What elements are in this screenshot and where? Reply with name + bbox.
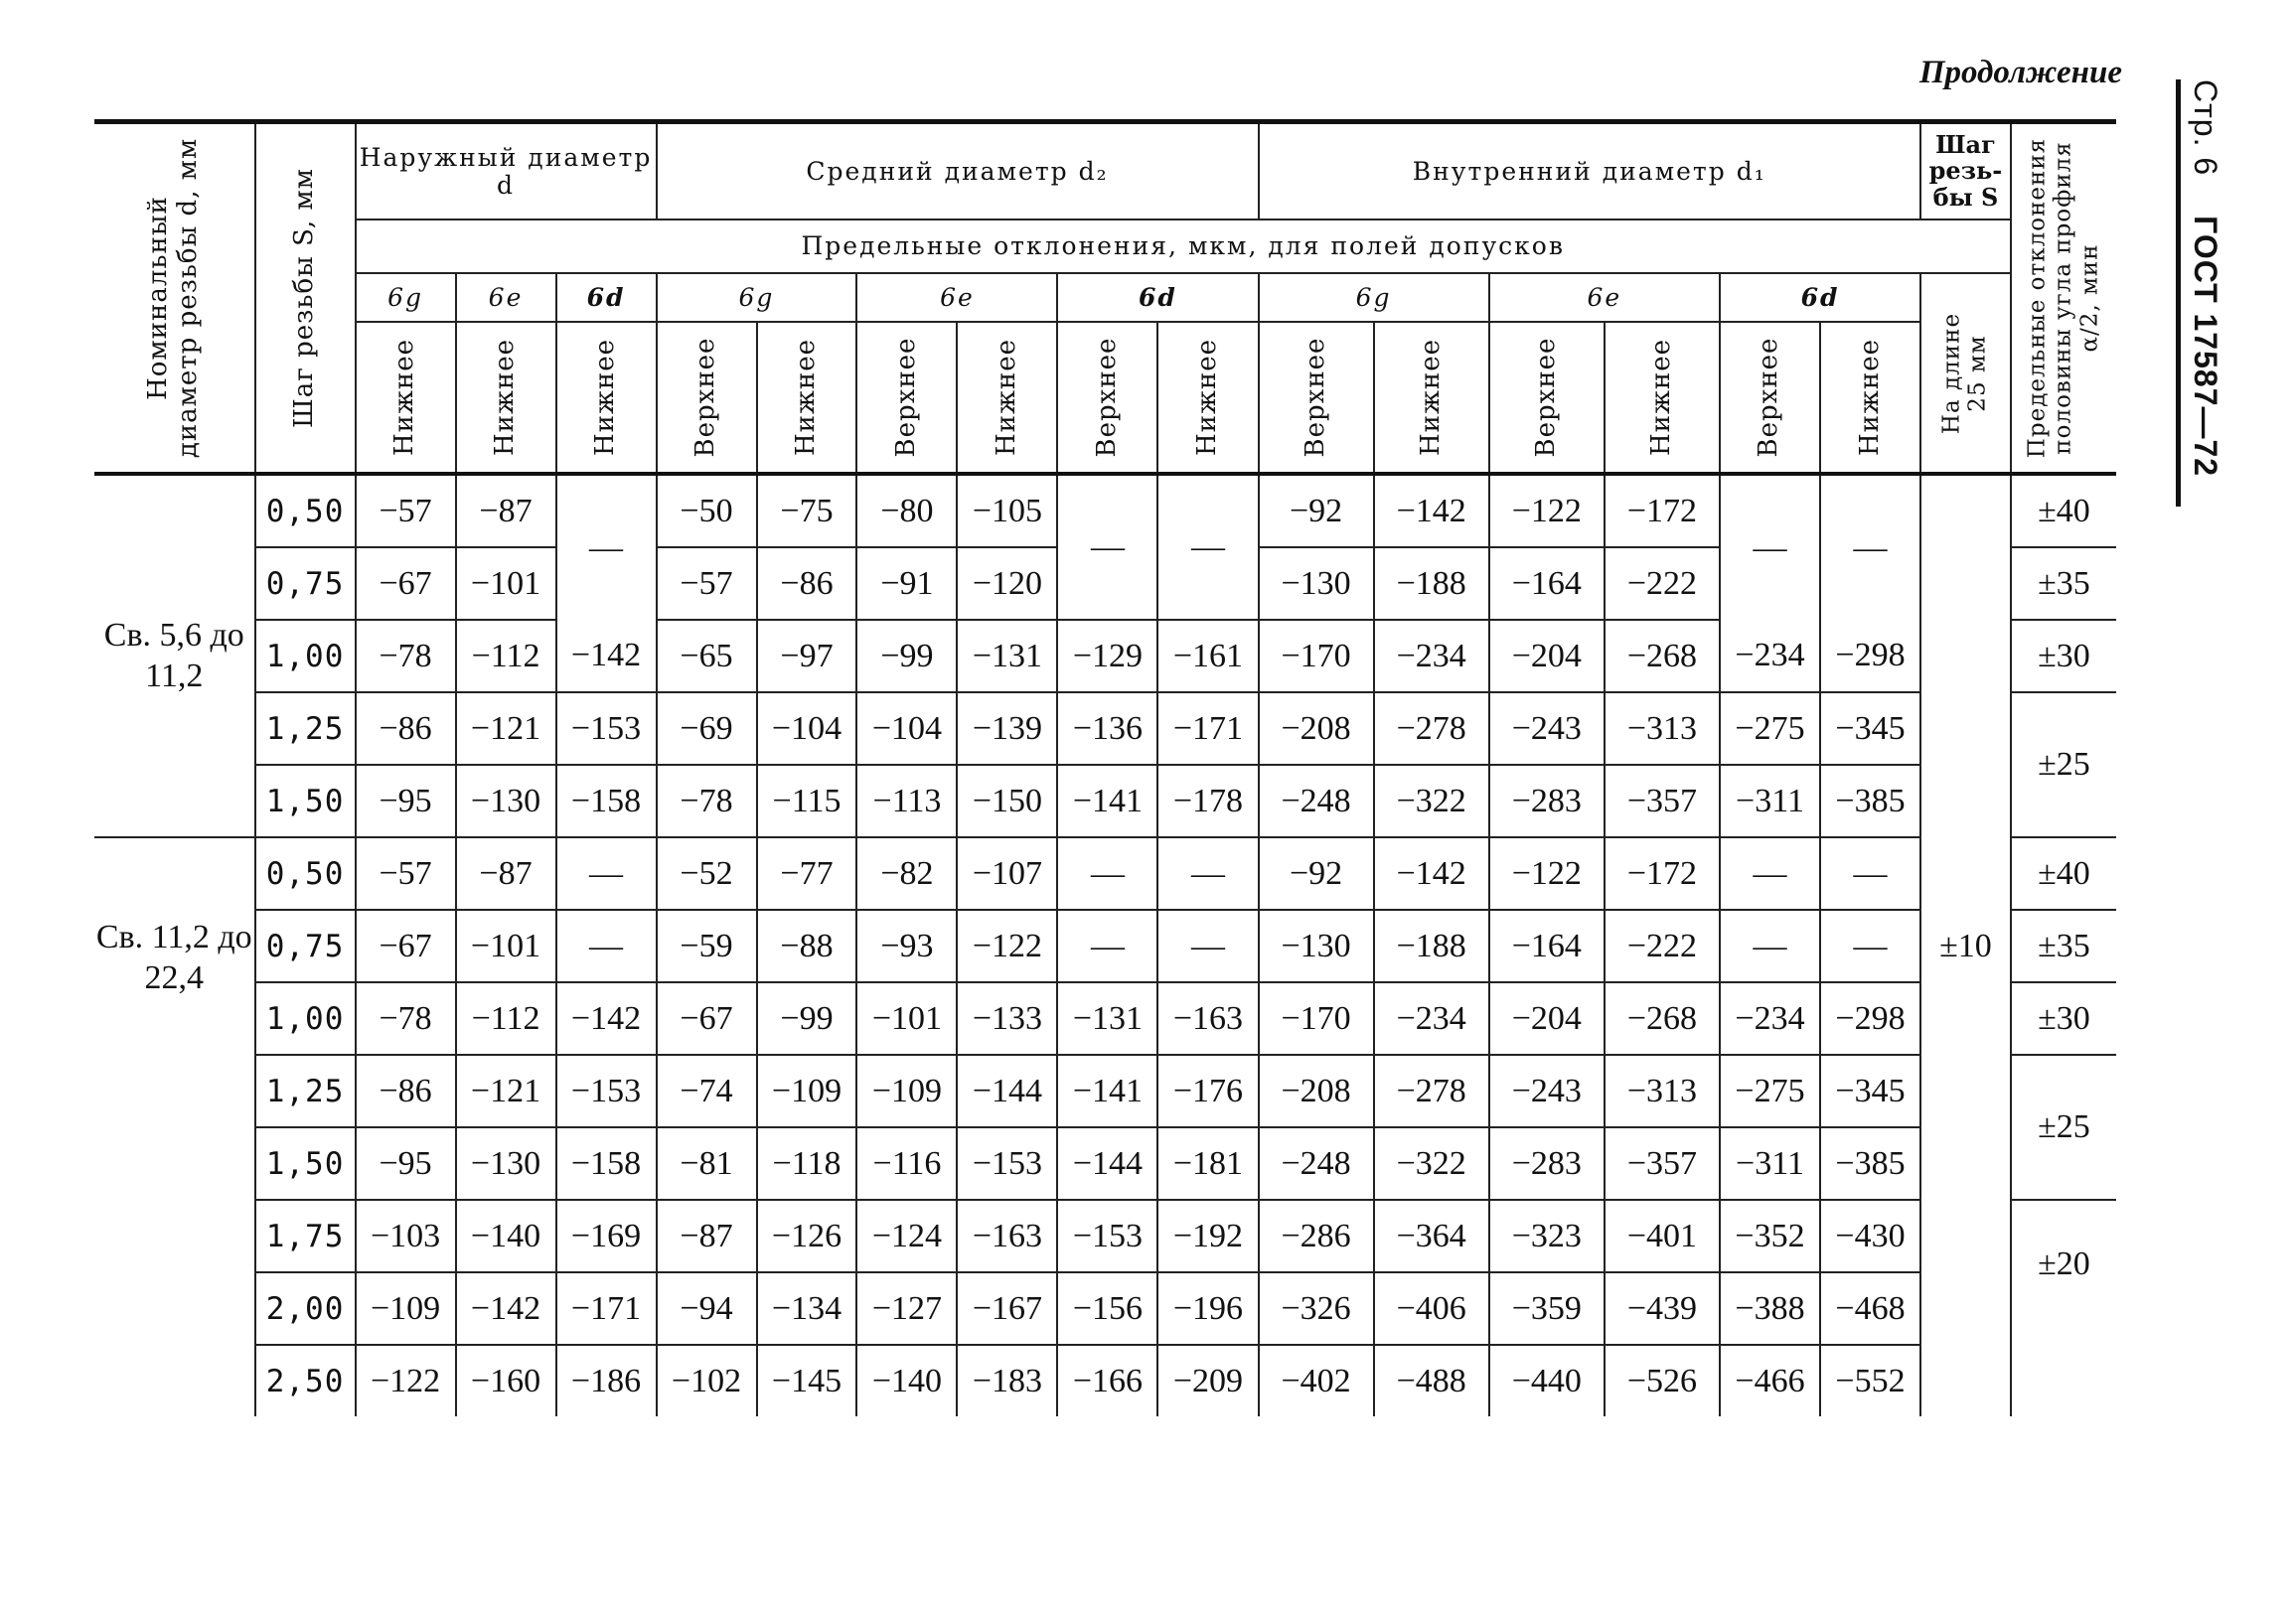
value-cell: −126 [757, 1200, 857, 1272]
value-cell: −122 [1489, 474, 1605, 547]
value-cell: −552 [1820, 1345, 1920, 1416]
value-cell: −234 [1374, 982, 1489, 1055]
value-cell: −153 [957, 1127, 1057, 1200]
value-cell: −130 [1259, 910, 1374, 982]
value-cell: −171 [1157, 692, 1258, 765]
half-angle-cell: ±40 [2011, 837, 2116, 910]
field-6g-inner: 6g [1259, 273, 1489, 322]
half-angle-cell: ±35 [2011, 547, 2116, 620]
value-cell: −144 [957, 1055, 1057, 1127]
side-header [2176, 79, 2235, 516]
value-cell: −81 [657, 1127, 757, 1200]
value-cell: — [1057, 837, 1157, 910]
value-cell: −283 [1489, 765, 1605, 837]
value-cell: — [1720, 474, 1820, 620]
value-cell: −112 [456, 982, 556, 1055]
pitch-cell: 0,50 [255, 474, 356, 547]
half-angle-cell: ±35 [2011, 910, 2116, 982]
header-length-25: На длине 25 мм [1920, 273, 2011, 474]
tolerance-table [94, 119, 2116, 1416]
value-cell: −130 [456, 1127, 556, 1200]
value-cell: −102 [657, 1345, 757, 1416]
value-cell: −57 [657, 547, 757, 620]
field-6g-outer: 6g [356, 273, 456, 322]
header-inner-diameter: Внутренний диаметр d₁ [1259, 122, 1921, 220]
value-cell: −109 [757, 1055, 857, 1127]
value-cell: −141 [1057, 765, 1157, 837]
value-cell: −140 [456, 1200, 556, 1272]
value-cell: −345 [1820, 1055, 1920, 1127]
value-cell: −86 [356, 1055, 456, 1127]
value-cell: −74 [657, 1055, 757, 1127]
value-cell: −142 [456, 1272, 556, 1345]
pitch-cell: 0,75 [255, 910, 356, 982]
value-cell: −248 [1259, 765, 1374, 837]
value-cell: −283 [1489, 1127, 1605, 1200]
pitch-cell: 2,50 [255, 1345, 356, 1416]
side-header-text [2176, 79, 2235, 516]
value-cell: −153 [1057, 1200, 1157, 1272]
value-cell: −178 [1157, 765, 1258, 837]
value-cell: −122 [356, 1345, 456, 1416]
value-cell: −161 [1157, 620, 1258, 692]
value-cell: — [1157, 837, 1258, 910]
value-cell: −183 [957, 1345, 1057, 1416]
pitch-cell: 1,25 [255, 692, 356, 765]
field-6g-pitch: 6g [657, 273, 857, 322]
value-cell: −87 [657, 1200, 757, 1272]
value-cell: — [1820, 837, 1920, 910]
header-outer-diameter: Наружный диаметр d [356, 122, 657, 220]
value-cell: −388 [1720, 1272, 1820, 1345]
value-cell: −204 [1489, 982, 1605, 1055]
value-cell: −150 [957, 765, 1057, 837]
value-cell: −160 [456, 1345, 556, 1416]
value-cell: −87 [456, 474, 556, 547]
value-cell: −101 [456, 910, 556, 982]
standard-number: ГОСТ 17587—72 [2188, 216, 2223, 478]
value-cell: −104 [856, 692, 957, 765]
value-cell: −526 [1605, 1345, 1720, 1416]
pitch-cell: 0,50 [255, 837, 356, 910]
continuation-label: Продолжение [1918, 55, 2122, 90]
field-6e-outer: 6e [456, 273, 556, 322]
value-cell: — [556, 474, 657, 620]
value-cell: −268 [1605, 982, 1720, 1055]
value-cell: −153 [556, 692, 657, 765]
value-cell: −278 [1374, 1055, 1489, 1127]
pitch-cell: 1,50 [255, 1127, 356, 1200]
value-cell: −158 [556, 765, 657, 837]
value-cell: −69 [657, 692, 757, 765]
value-cell: −163 [1157, 982, 1258, 1055]
value-cell: −109 [856, 1055, 957, 1127]
value-cell: −430 [1820, 1200, 1920, 1272]
value-cell: −133 [957, 982, 1057, 1055]
value-cell: — [1157, 910, 1258, 982]
value-cell: −78 [356, 982, 456, 1055]
value-cell: −142 [1374, 837, 1489, 910]
value-cell: −113 [856, 765, 957, 837]
half-angle-cell: ±25 [2011, 692, 2116, 837]
header-upper: Верхнее [1720, 322, 1820, 474]
value-cell: — [1720, 837, 1820, 910]
value-cell: −57 [356, 837, 456, 910]
value-cell: −88 [757, 910, 857, 982]
value-cell: −275 [1720, 692, 1820, 765]
value-cell: −153 [556, 1055, 657, 1127]
value-cell: −50 [657, 474, 757, 547]
value-cell: −97 [757, 620, 857, 692]
value-cell: −352 [1720, 1200, 1820, 1272]
half-angle-cell: ±30 [2011, 620, 2116, 692]
value-cell: −176 [1157, 1055, 1258, 1127]
value-cell: −142 [556, 982, 657, 1055]
value-cell: −278 [1374, 692, 1489, 765]
value-cell: −116 [856, 1127, 957, 1200]
value-cell: −140 [856, 1345, 957, 1416]
value-cell: −75 [757, 474, 857, 547]
pitch-tolerance-cell: ±10 [1920, 474, 2011, 1416]
header-pitch: Шаг резьбы S, мм [255, 122, 356, 475]
field-6d-outer: 6d [556, 273, 657, 322]
half-angle-cell: ±20 [2011, 1200, 2116, 1416]
field-6d-pitch: 6d [1057, 273, 1258, 322]
header-lower: Нижнее [1605, 322, 1720, 474]
value-cell: −134 [757, 1272, 857, 1345]
value-cell: −130 [456, 765, 556, 837]
value-cell: −82 [856, 837, 957, 910]
value-cell: −357 [1605, 765, 1720, 837]
header-upper: Верхнее [1489, 322, 1605, 474]
value-cell: −326 [1259, 1272, 1374, 1345]
value-cell: −86 [757, 547, 857, 620]
value-cell: −59 [657, 910, 757, 982]
value-cell: −243 [1489, 692, 1605, 765]
value-cell: −192 [1157, 1200, 1258, 1272]
value-cell: −127 [856, 1272, 957, 1345]
value-cell: −268 [1605, 620, 1720, 692]
header-half-angle: Предельные отклонения половины угла профиля α/2, мин [2011, 122, 2116, 475]
value-cell: −172 [1605, 837, 1720, 910]
value-cell: −172 [1605, 474, 1720, 547]
value-cell: −122 [957, 910, 1057, 982]
value-cell: −94 [657, 1272, 757, 1345]
value-cell: −286 [1259, 1200, 1374, 1272]
value-cell: −466 [1720, 1345, 1820, 1416]
header-upper: Верхнее [1259, 322, 1374, 474]
value-cell: −141 [1057, 1055, 1157, 1127]
page-number: Стр. 6 [2188, 79, 2223, 177]
value-cell: −131 [957, 620, 1057, 692]
value-cell: — [1157, 474, 1258, 620]
group-label: Св. 11,2 до 22,4 [94, 837, 255, 1416]
value-cell: −109 [356, 1272, 456, 1345]
value-cell: −171 [556, 1272, 657, 1345]
value-cell: −188 [1374, 910, 1489, 982]
value-cell: −144 [1057, 1127, 1157, 1200]
value-cell: −101 [856, 982, 957, 1055]
value-cell: −311 [1720, 1127, 1820, 1200]
value-cell: −488 [1374, 1345, 1489, 1416]
value-cell: −103 [356, 1200, 456, 1272]
value-cell: — [556, 837, 657, 910]
value-cell: −222 [1605, 547, 1720, 620]
value-cell: −131 [1057, 982, 1157, 1055]
header-lower: Нижнее [556, 322, 657, 474]
value-cell: −57 [356, 474, 456, 547]
value-cell: −120 [957, 547, 1057, 620]
value-cell: −311 [1720, 765, 1820, 837]
value-cell: −121 [456, 692, 556, 765]
value-cell: −67 [356, 547, 456, 620]
header-pitch-diameter: Средний диаметр d₂ [657, 122, 1259, 220]
value-cell: −248 [1259, 1127, 1374, 1200]
value-cell: −164 [1489, 547, 1605, 620]
value-cell: −121 [456, 1055, 556, 1127]
value-cell: −188 [1374, 547, 1489, 620]
value-cell: −112 [456, 620, 556, 692]
value-cell: −91 [856, 547, 957, 620]
value-cell: −234 [1374, 620, 1489, 692]
field-6d-inner: 6d [1720, 273, 1920, 322]
value-cell: −52 [657, 837, 757, 910]
value-cell: −78 [356, 620, 456, 692]
value-cell: −95 [356, 765, 456, 837]
value-cell: −406 [1374, 1272, 1489, 1345]
pitch-cell: 1,00 [255, 982, 356, 1055]
header-upper: Верхнее [856, 322, 957, 474]
pitch-cell: 0,75 [255, 547, 356, 620]
value-cell: −115 [757, 765, 857, 837]
value-cell: −99 [757, 982, 857, 1055]
pitch-cell: 1,50 [255, 765, 356, 837]
value-cell: −208 [1259, 1055, 1374, 1127]
header-tolerance-fields: Предельные отклонения, мкм, для полей допусков [356, 220, 2011, 273]
value-cell: −163 [957, 1200, 1057, 1272]
value-cell: −136 [1057, 692, 1157, 765]
value-cell: −139 [957, 692, 1057, 765]
value-cell: −80 [856, 474, 957, 547]
header-upper: Верхнее [1057, 322, 1157, 474]
value-cell: −167 [957, 1272, 1057, 1345]
header-lower: Нижнее [356, 322, 456, 474]
value-cell: −122 [1489, 837, 1605, 910]
value-cell: −401 [1605, 1200, 1720, 1272]
value-cell: −204 [1489, 620, 1605, 692]
value-cell: −364 [1374, 1200, 1489, 1272]
pitch-cell: 2,00 [255, 1272, 356, 1345]
value-cell: −170 [1259, 982, 1374, 1055]
header-lower: Нижнее [757, 322, 857, 474]
pitch-cell: 1,25 [255, 1055, 356, 1127]
value-cell: −158 [556, 1127, 657, 1200]
value-cell: −124 [856, 1200, 957, 1272]
value-cell: — [1820, 910, 1920, 982]
value-cell: −196 [1157, 1272, 1258, 1345]
value-cell: −322 [1374, 765, 1489, 837]
value-cell: −313 [1605, 1055, 1720, 1127]
value-cell: −166 [1057, 1345, 1157, 1416]
half-angle-cell: ±30 [2011, 982, 2116, 1055]
value-cell: −67 [657, 982, 757, 1055]
value-cell: −95 [356, 1127, 456, 1200]
value-cell: −164 [1489, 910, 1605, 982]
value-cell: −65 [657, 620, 757, 692]
value-cell: — [1820, 474, 1920, 620]
value-cell: −439 [1605, 1272, 1720, 1345]
value-cell: −77 [757, 837, 857, 910]
value-cell: −118 [757, 1127, 857, 1200]
value-cell: −322 [1374, 1127, 1489, 1200]
value-cell: −92 [1259, 474, 1374, 547]
value-cell: — [556, 910, 657, 982]
value-cell: −402 [1259, 1345, 1374, 1416]
value-cell: −298 [1820, 620, 1920, 692]
value-cell: −93 [856, 910, 957, 982]
header-lower: Нижнее [957, 322, 1057, 474]
value-cell: −67 [356, 910, 456, 982]
value-cell: −298 [1820, 982, 1920, 1055]
value-cell: −142 [1374, 474, 1489, 547]
half-angle-cell: ±25 [2011, 1055, 2116, 1200]
value-cell: −359 [1489, 1272, 1605, 1345]
value-cell: −385 [1820, 765, 1920, 837]
value-cell: −357 [1605, 1127, 1720, 1200]
value-cell: −99 [856, 620, 957, 692]
value-cell: −142 [556, 620, 657, 692]
value-cell: −169 [556, 1200, 657, 1272]
header-lower: Нижнее [1157, 322, 1258, 474]
value-cell: −243 [1489, 1055, 1605, 1127]
value-cell: −105 [957, 474, 1057, 547]
value-cell: −87 [456, 837, 556, 910]
value-cell: −92 [1259, 837, 1374, 910]
value-cell: −234 [1720, 620, 1820, 692]
value-cell: −209 [1157, 1345, 1258, 1416]
value-cell: −440 [1489, 1345, 1605, 1416]
pitch-cell: 1,00 [255, 620, 356, 692]
header-lower: Нижнее [1374, 322, 1489, 474]
value-cell: −101 [456, 547, 556, 620]
value-cell: −234 [1720, 982, 1820, 1055]
header-nominal-diameter: Номинальный диаметр резьбы d, мм [94, 122, 255, 475]
value-cell: −323 [1489, 1200, 1605, 1272]
half-angle-cell: ±40 [2011, 474, 2116, 547]
value-cell: −107 [957, 837, 1057, 910]
value-cell: −468 [1820, 1272, 1920, 1345]
group-label: Св. 5,6 до 11,2 [94, 474, 255, 837]
value-cell: −86 [356, 692, 456, 765]
value-cell: −186 [556, 1345, 657, 1416]
value-cell: — [1057, 474, 1157, 620]
field-6e-inner: 6e [1489, 273, 1720, 322]
value-cell: −156 [1057, 1272, 1157, 1345]
header-lower: Нижнее [456, 322, 556, 474]
value-cell: −275 [1720, 1055, 1820, 1127]
value-cell: −78 [657, 765, 757, 837]
value-cell: −345 [1820, 692, 1920, 765]
value-cell: −129 [1057, 620, 1157, 692]
header-lower: Нижнее [1820, 322, 1920, 474]
field-6e-pitch: 6e [856, 273, 1057, 322]
header-upper: Верхнее [657, 322, 757, 474]
value-cell: −181 [1157, 1127, 1258, 1200]
value-cell: −222 [1605, 910, 1720, 982]
pitch-cell: 1,75 [255, 1200, 356, 1272]
value-cell: −385 [1820, 1127, 1920, 1200]
value-cell: — [1057, 910, 1157, 982]
value-cell: −313 [1605, 692, 1720, 765]
value-cell: −130 [1259, 547, 1374, 620]
header-thread-pitch: Шаг резь-бы S [1920, 122, 2011, 220]
value-cell: −170 [1259, 620, 1374, 692]
value-cell: −104 [757, 692, 857, 765]
value-cell: −145 [757, 1345, 857, 1416]
value-cell: — [1720, 910, 1820, 982]
value-cell: −208 [1259, 692, 1374, 765]
